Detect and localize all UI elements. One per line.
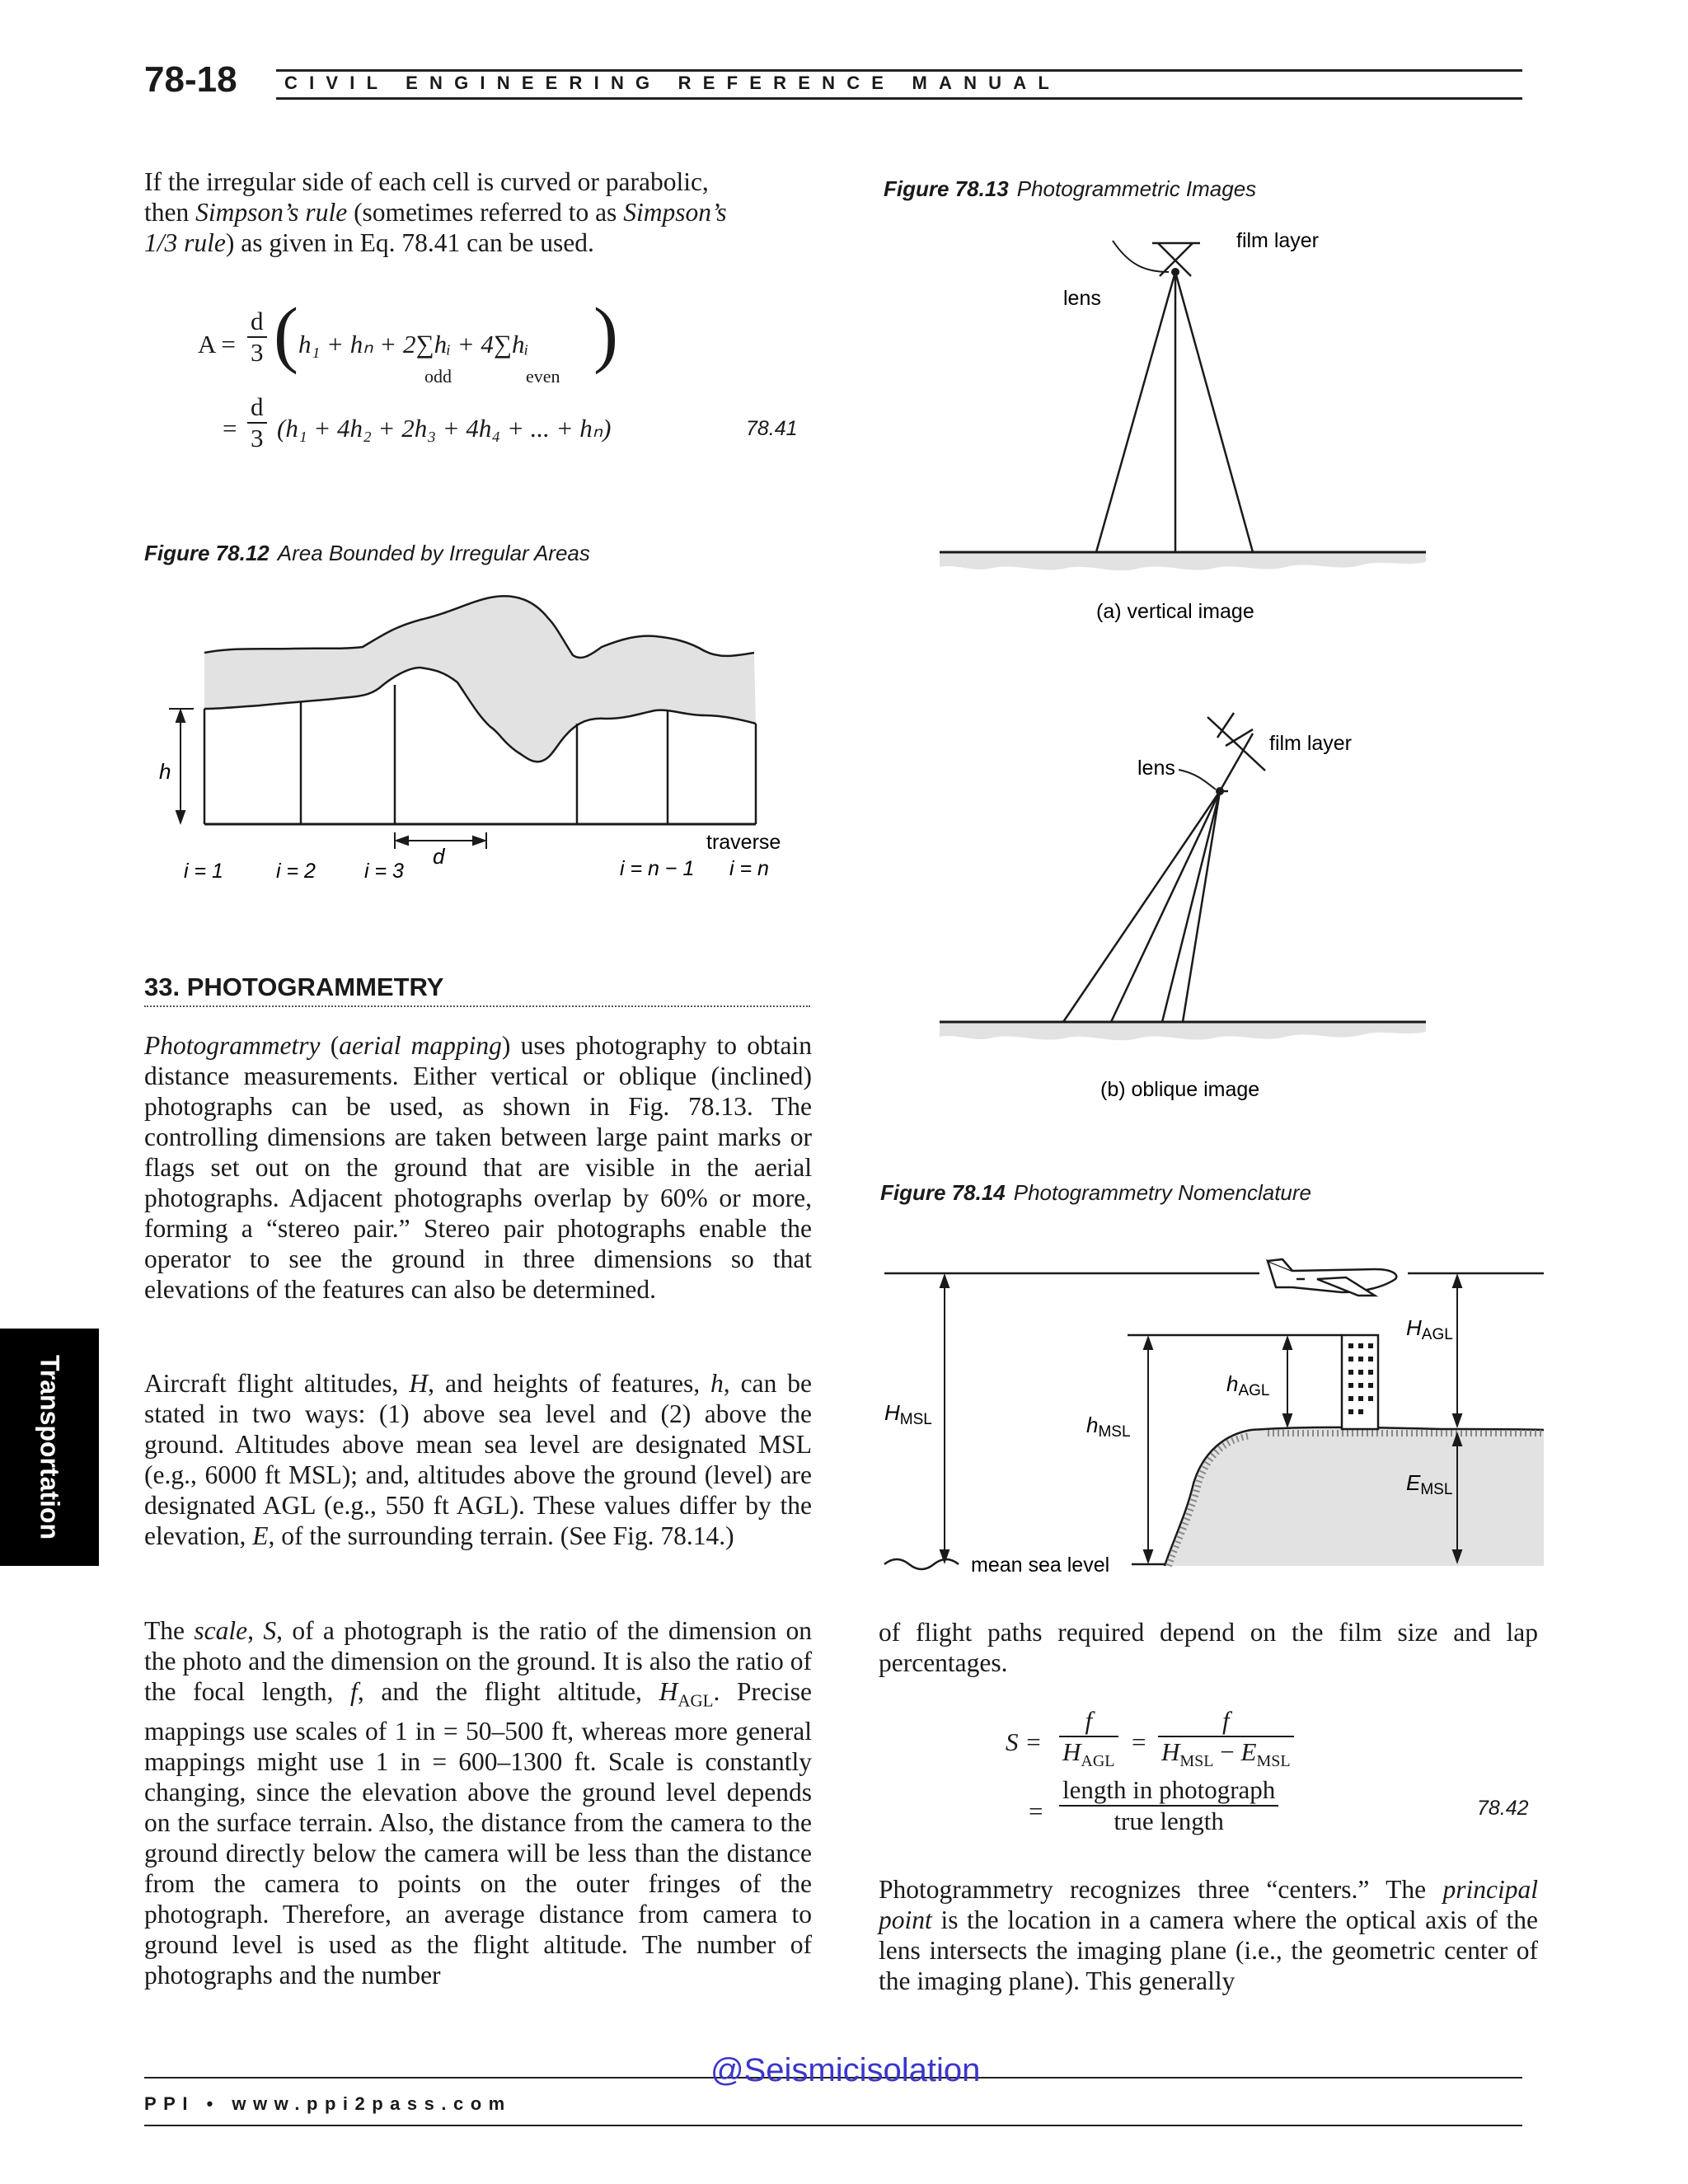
- header-rule-top: [276, 69, 1522, 72]
- equation-number-78-41: 78.41: [746, 417, 798, 440]
- footer-rule-bottom: [144, 2125, 1522, 2126]
- ground-b: [940, 1022, 1426, 1040]
- label-i1: i = 1: [184, 860, 223, 883]
- footer-publisher: PPI • www.ppi2pass.com: [144, 2093, 512, 2114]
- equation-number-78-42: 78.42: [1477, 1797, 1529, 1820]
- ground-a: [940, 552, 1426, 570]
- running-title: CIVIL ENGINEERING REFERENCE MANUAL: [284, 73, 1061, 93]
- label-i2: i = 2: [276, 860, 316, 883]
- airplane-icon: [1268, 1259, 1396, 1296]
- sea-level-wave: [884, 1559, 959, 1569]
- figure-78-13-diagram: [940, 223, 1451, 1113]
- eq42-lhs: S =: [1006, 1727, 1043, 1756]
- eq41-paren-left: (: [274, 293, 298, 375]
- section-side-tab: Transportation: [0, 1329, 99, 1566]
- label-h-AGL: hAGL: [1226, 1371, 1270, 1399]
- figure-78-13-caption: Figure 78.13 Photogrammetric Images: [884, 176, 1257, 201]
- eq42-equals-2: =: [1029, 1797, 1043, 1825]
- lens-label-a: lens: [1063, 287, 1101, 310]
- label-H-MSL: HMSL: [884, 1400, 932, 1428]
- eq41-sub-odd: odd: [424, 366, 452, 387]
- h-dimension: [169, 709, 194, 823]
- label-traverse: traverse: [706, 831, 781, 854]
- caption-oblique-image: (b) oblique image: [1100, 1078, 1260, 1101]
- eq41-sub-even: even: [526, 366, 560, 387]
- eq41-lhs: A =: [198, 330, 236, 359]
- label-h-MSL: hMSL: [1086, 1413, 1131, 1441]
- paragraph-flight-paths: of flight paths required depend on the film size and lap percentages.: [879, 1618, 1538, 1677]
- figure-78-14-caption: Figure 78.14 Photogrammetry Nomenclature: [880, 1180, 1311, 1205]
- paragraph-simpson: If the irregular side of each cell is curved or parabolic, then Simpson’s rule (sometimes referred to as Simpson’s 1/3 rule) as given in Eq. 78.41 can be used.: [144, 167, 727, 257]
- lens-label-b: lens: [1137, 757, 1175, 780]
- film-layer-label-b: film layer: [1269, 732, 1353, 755]
- lens-point-b: [1216, 787, 1224, 795]
- paragraph-flight-altitudes: Aircraft flight altitudes, H, and heights of features, h, can be stated in two ways: (1) above sea level and (2) above the ground. Altitudes above mean sea level are designated MSL (e.g., 6000 ft MSL); and, altitudes above the ground (level) are designated AGL (e.g., 550 ft AGL). These values differ by the elevation, E, of the surrounding terrain. (See Fig. 78.14.): [144, 1369, 812, 1550]
- eq41-paren-right: ): [593, 293, 618, 375]
- eq42-equals-1: =: [1132, 1727, 1146, 1756]
- label-in1: i = n − 1: [620, 857, 695, 880]
- eq42-frac-3: length in photograph true length: [1059, 1775, 1278, 1836]
- eq42-frac-1: f $H_{AGL}$: [1059, 1706, 1118, 1771]
- paragraph-photogrammetry-intro: Photogrammetry (aerial mapping) uses photography to obtain distance measurements. Either vertical or oblique (inclined) photographs can be used, as shown in Fig. 78.13. The controlling dimensions are taken between large paint marks or flags set out on the ground that are visible in the aerial photographs. Adjacent photographs overlap by 60% or more, forming a “stereo pair.” Stereo pair photographs enable the operator to see the ground in three dimensions so that elevations of the features can also be determined.: [144, 1031, 812, 1304]
- eq41-body: h₁ + hₙ + 2∑hᵢ + 4∑hᵢ: [298, 330, 529, 359]
- lens-point-a: [1171, 268, 1179, 276]
- header-rule-bottom: [276, 97, 1522, 100]
- film-layer-label-a: film layer: [1236, 229, 1320, 252]
- page-number: 78-18: [144, 59, 237, 100]
- label-h: h: [159, 759, 171, 784]
- caption-vertical-image: (a) vertical image: [1096, 600, 1254, 623]
- paragraph-scale: The scale, S, of a photograph is the ratio of the dimension on the photo and the dimension on the ground. It is also the ratio of the focal length, f, and the flight altitude, $H_{AGL}$. Precise mappings use scales of 1 in = 50–500 ft, whereas more general mappings might use 1 in = 600–1300 ft. Scale is constantly changing, since the elevation above the ground level depends on the surface terrain. Also, the distance from the camera to the ground directly below the camera will be less than the distance from the camera to points on the outer fringes of the photograph. Therefore, an average distance from camera to ground level is used as the flight altitude. The number of photographs and the number: [144, 1616, 813, 1990]
- watermark: @Seismicisolation: [710, 2052, 981, 2088]
- label-i3: i = 3: [364, 860, 404, 883]
- figure-78-12-caption: Figure 78.12 Area Bounded by Irregular Areas: [144, 541, 590, 565]
- label-H-AGL: HAGL: [1406, 1315, 1453, 1343]
- figure-78-12-diagram: [144, 577, 820, 890]
- vertical-image-drawing: [1096, 241, 1253, 552]
- figure-78-14-diagram: [880, 1228, 1556, 1607]
- label-E-MSL: EMSL: [1406, 1470, 1453, 1498]
- section-heading-photogrammetry: 33. PHOTOGRAMMETRY: [144, 972, 810, 1007]
- eq41-frac-2: $\frac{d}{3}$: [247, 392, 267, 453]
- eq41-frac-1: $\frac{d}{3}$: [247, 307, 267, 368]
- label-d: d: [433, 844, 445, 869]
- eq41-equals: =: [223, 414, 237, 443]
- equation-78-41: [198, 293, 824, 463]
- paragraph-three-centers: Photogrammetry recognizes three “centers.” The principal point is the location in a camera where the optical axis of the lens intersects the imaging plane (i.e., the geometric center of the imaging plane). This generally: [879, 1875, 1538, 1995]
- label-mean-sea-level: mean sea level: [971, 1554, 1110, 1577]
- eq42-frac-2: f $H_{MSL} - E_{MSL}$: [1158, 1706, 1294, 1771]
- building: [1342, 1335, 1378, 1429]
- label-in: i = n: [729, 857, 769, 880]
- equation-78-42: [1006, 1706, 1335, 1846]
- eq41-line2: (h₁ + 4h₂ + 2h₃ + 4h₄ + ... + hₙ): [277, 414, 612, 443]
- terrain: [1165, 1427, 1544, 1566]
- shaded-band: [204, 596, 756, 762]
